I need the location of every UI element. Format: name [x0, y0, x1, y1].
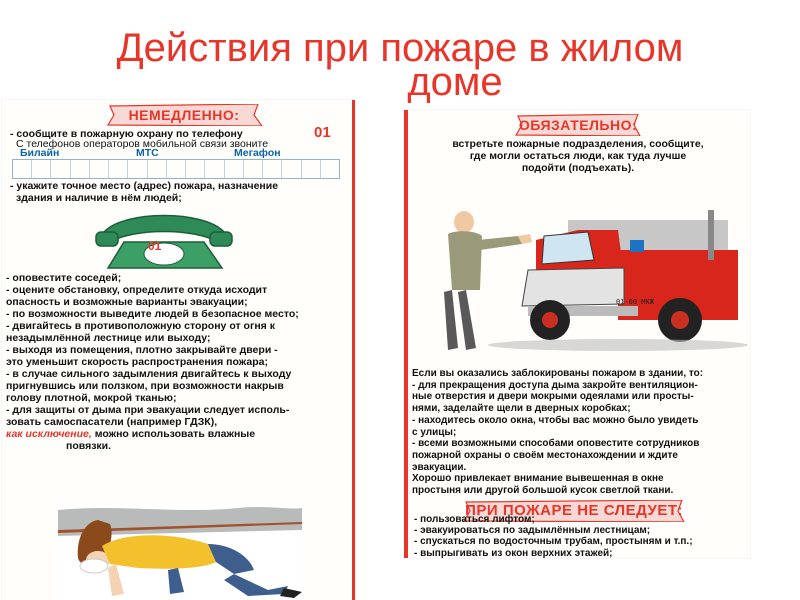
- action-line: опасность и возможные варианты эвакуации;: [6, 296, 248, 308]
- operator-megafon: Мегафон: [234, 147, 281, 159]
- action-line: - в случае сильного задымления двигайтесь к выходу: [6, 368, 292, 380]
- left-poster: [2, 100, 355, 600]
- action-line: голову плотной, мокрой тканью;: [6, 392, 177, 404]
- phone-number-grid: [12, 159, 340, 179]
- address-line-2: здания и наличие в нём людей;: [16, 192, 182, 204]
- action-line: - оповестите соседей;: [6, 272, 122, 284]
- action-line: - двигайтесь в противоположную сторону от огня к: [6, 320, 275, 332]
- meet-firefighters-text: встретьте пожарные подразделения, сообщите, где могли остаться люди, как туда лучше подойти (подъехать).: [452, 138, 704, 174]
- action-line: незадымлённой лестнице или выходу;: [6, 332, 211, 344]
- dont-item: - выпрыгивать из окон верхних этажей;: [414, 547, 613, 558]
- actions-list: [6, 272, 346, 452]
- telephone-icon: [94, 202, 234, 270]
- dont-item: - эвакуироваться по задымлённым лестницам;: [414, 525, 651, 537]
- address-line-1: - укажите точное место (адрес) пожара, назначение: [10, 180, 279, 192]
- truck-plate: 01-00 МКЖ: [616, 298, 654, 306]
- call-line-2: С телефонов операторов мобильной связи звоните: [16, 138, 269, 150]
- crawling-woman-illustration: [58, 500, 302, 600]
- dont-list: [414, 514, 746, 558]
- slide-title-line2: доме: [407, 60, 503, 104]
- fire-truck-illustration: [418, 180, 748, 360]
- operators-row: [12, 147, 342, 159]
- blocked-text: Если вы оказались заблокированы пожаром в здании, то: - для прекращения доступа дыма закройте вентиляцион- ные отверстия и двери мокрыми одеялами или просты- нями, заделайте щели в дверных коробках; - находитесь около окна, чтобы вас можно было увидеть с улицы; - всеми возможными способами оповестите сотрудников пожарной охраны о своём местонахождении и ждите эвакуации. Хорошо привлекает внимание вывешенная в окне простыня или другой большой кусок светлой ткани.: [412, 368, 704, 497]
- slide-title-line1: Действия при пожаре в жилом: [116, 26, 684, 70]
- phone-number-label: 01: [148, 239, 162, 253]
- call-number: 01: [314, 124, 331, 141]
- operator-mts: МТС: [136, 147, 159, 159]
- dont-item: - спускаться по водосточным трубам, простыням и т.п.;: [414, 536, 693, 548]
- exception-label: как исключение,: [6, 428, 92, 440]
- action-line: - оцените обстановку, определите откуда исходит: [6, 284, 268, 296]
- action-line: - выходя из помещения, плотно закрывайте двери -: [6, 344, 278, 356]
- action-line: - по возможности выведите людей в безопасное место;: [6, 308, 299, 320]
- mandatory-banner: ОБЯЗАТЕЛЬНО:: [514, 114, 642, 136]
- exception-rest: можно использовать влажные: [94, 428, 256, 440]
- right-poster: [404, 110, 750, 558]
- action-line: пригнувшись или ползком, при возможности накрыв: [6, 380, 284, 392]
- exception-end: повязки.: [66, 440, 112, 452]
- exception-line: [6, 428, 346, 440]
- call-line-1: - сообщите в пожарную охрану по телефону: [10, 128, 243, 140]
- dont-item: - пользоваться лифтом;: [414, 514, 535, 525]
- dont-banner: ПРИ ПОЖАРЕ НЕ СЛЕДУЕТ:: [462, 500, 686, 522]
- operator-beeline: Билайн: [20, 147, 60, 159]
- immediately-banner: НЕМЕДЛЕННО:: [104, 104, 264, 126]
- action-line: это уменьшит скорость распространения пожара;: [6, 356, 268, 368]
- action-line: зовать самоспасатели (например ГДЗК),: [6, 416, 218, 428]
- action-line: - для защиты от дыма при эвакуации следует исполь-: [6, 404, 290, 416]
